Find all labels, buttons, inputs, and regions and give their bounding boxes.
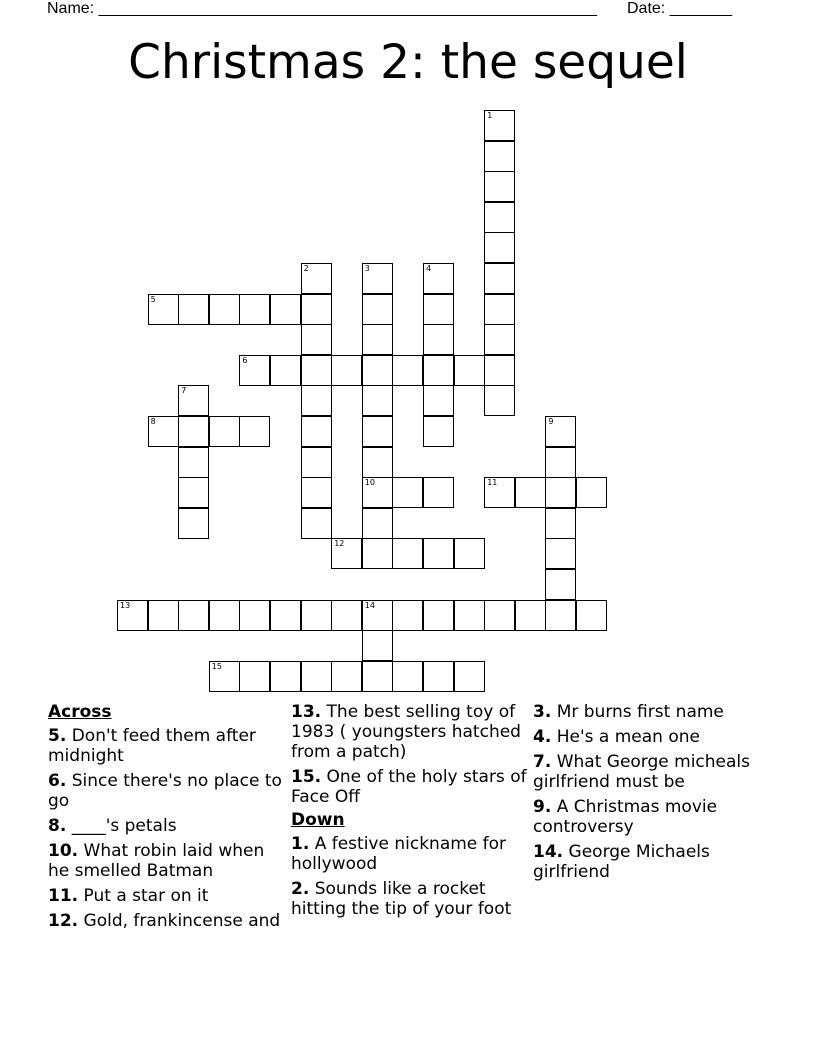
grid-cell[interactable]	[331, 355, 362, 386]
grid-cell[interactable]	[209, 600, 240, 631]
grid-cell[interactable]	[178, 416, 209, 447]
grid-cell[interactable]	[270, 355, 301, 386]
grid-cell[interactable]	[576, 600, 607, 631]
cell-number: 6	[242, 355, 248, 365]
grid-cell[interactable]	[301, 263, 332, 294]
grid-cell[interactable]	[362, 324, 393, 355]
clue-item	[291, 834, 527, 874]
cell-number: 5	[150, 294, 156, 304]
clue-text: Put a star on it	[83, 886, 209, 906]
grid-cell[interactable]	[423, 600, 454, 631]
clue-text: He's a mean one	[556, 727, 700, 747]
grid-cell[interactable]	[545, 508, 576, 539]
grid-cell[interactable]	[178, 385, 209, 416]
cell-number: 12	[334, 539, 345, 549]
grid-cell[interactable]	[148, 416, 179, 447]
puzzle-title: Christmas 2: the sequel	[128, 35, 688, 90]
grid-cell[interactable]	[392, 538, 423, 569]
cell-number: 15	[211, 661, 222, 671]
clue-item	[291, 767, 527, 807]
clue-text: The best selling toy of 1983 ( youngsters hatched from a patch)	[291, 702, 521, 762]
grid-cell[interactable]	[484, 263, 515, 294]
clue-number: 15.	[291, 767, 322, 787]
down-heading: Down	[291, 810, 345, 830]
clue-item	[48, 771, 284, 811]
grid-cell[interactable]	[270, 294, 301, 325]
grid-cell[interactable]	[576, 477, 607, 508]
clue-number: 14.	[533, 842, 564, 862]
grid-cell[interactable]	[423, 661, 454, 692]
grid-cell[interactable]	[454, 355, 485, 386]
cell-number: 13	[120, 600, 131, 610]
grid-cell[interactable]	[362, 294, 393, 325]
grid-cell[interactable]	[301, 477, 332, 508]
clue-text: Sounds like a rocket hitting the tip of your foot	[291, 879, 512, 919]
clue-item	[533, 702, 773, 722]
clue-number: 12.	[48, 911, 79, 931]
clue-text: A Christmas movie controversy	[533, 797, 718, 837]
clue-item	[533, 752, 773, 792]
cell-number: 8	[150, 417, 156, 426]
grid-cell[interactable]	[239, 294, 270, 325]
cell-number: 7	[181, 386, 187, 396]
grid-cell[interactable]	[270, 661, 301, 692]
grid-cell[interactable]	[484, 171, 515, 202]
grid-cell[interactable]	[301, 416, 332, 447]
clue-item	[48, 816, 284, 836]
grid-cell[interactable]	[209, 661, 240, 692]
clue-item	[291, 879, 527, 919]
grid-cell[interactable]	[148, 294, 179, 325]
grid-cell[interactable]	[331, 600, 362, 631]
grid-cell[interactable]	[423, 263, 454, 294]
clue-number: 1.	[291, 834, 310, 854]
clue-number: 11.	[48, 886, 79, 906]
grid-cell[interactable]	[301, 355, 332, 386]
name-field-label[interactable]: Name: ________________________________________________________	[47, 0, 597, 17]
grid-cell[interactable]	[484, 294, 515, 325]
grid-cell[interactable]	[178, 600, 209, 631]
clue-number: 2.	[291, 879, 310, 899]
grid-cell[interactable]	[484, 324, 515, 355]
cell-number: 1	[487, 111, 493, 120]
grid-cell[interactable]	[392, 355, 423, 386]
grid-cell[interactable]	[362, 630, 393, 661]
grid-cell[interactable]	[484, 110, 515, 141]
grid-cell[interactable]	[178, 447, 209, 478]
grid-cell[interactable]	[331, 661, 362, 692]
clue-item	[533, 727, 773, 747]
grid-cell[interactable]	[239, 600, 270, 631]
grid-cell[interactable]	[362, 447, 393, 478]
grid-cell[interactable]	[301, 294, 332, 325]
grid-cell[interactable]	[362, 385, 393, 416]
clue-text: Since there's no place to go	[48, 771, 282, 811]
clue-number: 8.	[48, 816, 67, 836]
clue-text: What George micheals girlfriend must be	[533, 752, 751, 792]
clue-item	[48, 911, 284, 931]
grid-cell[interactable]	[362, 508, 393, 539]
grid-cell[interactable]	[545, 538, 576, 569]
clue-number: 5.	[48, 726, 67, 746]
grid-cell[interactable]	[454, 600, 485, 631]
grid-cell[interactable]	[484, 477, 515, 508]
grid-cell[interactable]	[270, 600, 301, 631]
grid-cell[interactable]	[484, 600, 515, 631]
cell-number: 9	[548, 417, 554, 426]
grid-cell[interactable]	[239, 355, 270, 386]
clue-item	[48, 886, 284, 906]
grid-cell[interactable]	[484, 232, 515, 263]
grid-cell[interactable]	[392, 661, 423, 692]
cell-number: 2	[303, 264, 309, 273]
grid-cell[interactable]	[545, 416, 576, 447]
grid-cell[interactable]	[178, 477, 209, 508]
grid-cell[interactable]	[301, 447, 332, 478]
clue-number: 4.	[533, 727, 552, 747]
clue-number: 13.	[291, 702, 322, 722]
grid-cell[interactable]	[484, 385, 515, 416]
grid-cell[interactable]	[454, 538, 485, 569]
across-heading: Across	[48, 702, 112, 722]
grid-cell[interactable]	[392, 600, 423, 631]
grid-cell[interactable]	[423, 538, 454, 569]
clue-number: 6.	[48, 771, 67, 791]
clue-number: 9.	[533, 797, 552, 817]
grid-cell[interactable]	[301, 661, 332, 692]
grid-cell[interactable]	[423, 477, 454, 508]
cell-number: 10	[364, 478, 375, 488]
clue-text: Don't feed them after midnight	[48, 726, 256, 766]
clue-text: A festive nickname for hollywood	[291, 834, 507, 874]
clue-item	[291, 702, 527, 762]
grid-cell[interactable]	[331, 538, 362, 569]
clue-number: 10.	[48, 841, 79, 861]
grid-cell[interactable]	[301, 324, 332, 355]
grid-cell[interactable]	[362, 477, 393, 508]
grid-cell[interactable]	[178, 294, 209, 325]
cell-number: 14	[364, 600, 375, 610]
clue-item	[533, 842, 773, 882]
grid-cell[interactable]	[423, 385, 454, 416]
grid-cell[interactable]	[423, 294, 454, 325]
clue-text: One of the holy stars of Face Off	[291, 767, 527, 807]
clue-text: Mr burns first name	[556, 702, 724, 722]
clue-text: Gold, frankincense and	[83, 911, 281, 931]
clue-text: George Michaels girlfriend	[533, 842, 710, 882]
grid-cell[interactable]	[178, 508, 209, 539]
clue-number: 3.	[533, 702, 552, 722]
grid-cell[interactable]	[209, 294, 240, 325]
clue-text: ____'s petals	[71, 816, 177, 836]
grid-cell[interactable]	[423, 416, 454, 447]
grid-cell[interactable]	[545, 569, 576, 600]
clues-column-2	[291, 702, 527, 924]
clue-number: 7.	[533, 752, 552, 772]
grid-cell[interactable]	[239, 661, 270, 692]
grid-cell[interactable]	[454, 661, 485, 692]
grid-cell[interactable]	[423, 355, 454, 386]
grid-cell[interactable]	[301, 385, 332, 416]
grid-cell[interactable]	[423, 324, 454, 355]
clues-column-1	[48, 702, 284, 936]
grid-cell[interactable]	[362, 416, 393, 447]
grid-cell[interactable]	[545, 600, 576, 631]
clues-column-3	[533, 702, 773, 887]
grid-cell[interactable]	[392, 477, 423, 508]
cell-number: 3	[364, 264, 370, 273]
grid-cell[interactable]	[484, 355, 515, 386]
cell-number: 4	[426, 264, 432, 273]
grid-cell[interactable]	[362, 355, 393, 386]
grid-cell[interactable]	[484, 141, 515, 172]
grid-cell[interactable]	[209, 416, 240, 447]
clue-item	[48, 726, 284, 766]
date-field-label[interactable]: Date: _______	[627, 0, 732, 17]
grid-cell[interactable]	[239, 416, 270, 447]
grid-cell[interactable]	[117, 600, 148, 631]
grid-cell[interactable]	[484, 202, 515, 233]
grid-cell[interactable]	[362, 661, 393, 692]
grid-cell[interactable]	[545, 477, 576, 508]
clue-text: What robin laid when he smelled Batman	[48, 841, 265, 881]
grid-cell[interactable]	[148, 600, 179, 631]
clue-item	[533, 797, 773, 837]
grid-cell[interactable]	[362, 263, 393, 294]
grid-cell[interactable]	[545, 447, 576, 478]
grid-cell[interactable]	[301, 508, 332, 539]
clue-item	[48, 841, 284, 881]
grid-cell[interactable]	[515, 477, 546, 508]
grid-cell[interactable]	[301, 600, 332, 631]
grid-cell[interactable]	[515, 600, 546, 631]
grid-cell[interactable]	[362, 538, 393, 569]
cell-number: 11	[487, 478, 498, 488]
grid-cell[interactable]	[362, 600, 393, 631]
